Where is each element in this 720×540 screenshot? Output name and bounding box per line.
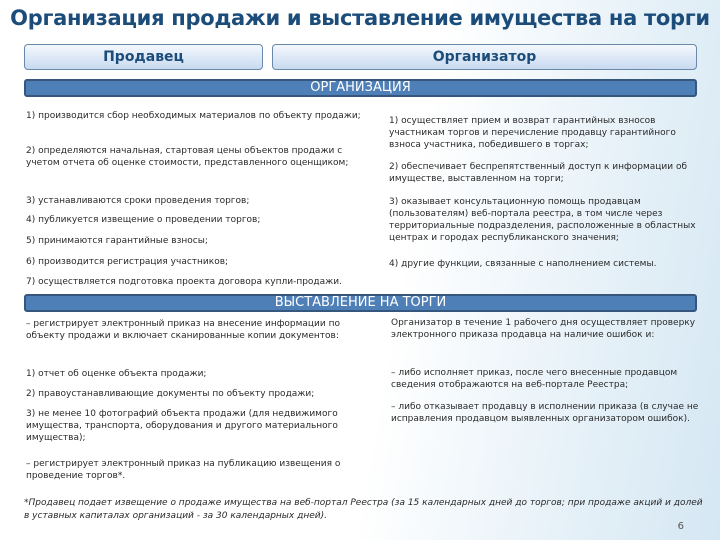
list-seller-item: 3) не менее 10 фотографий объекта продажи (для недвижимого имущества, транспорта, оборудования и другого материального имущества); (26, 409, 338, 443)
organization-band: ОРГАНИЗАЦИЯ (24, 79, 697, 97)
list-seller-item: – регистрирует электронный приказ на внесение информации по объекту продажи и включает сканированные копии документов: (26, 319, 341, 341)
org-organizer-item: 1) осуществляет прием и возврат гарантийных взносов участникам торгов и перечисление продавцу гарантийного взноса участника, победившего в торгах; (389, 116, 676, 150)
list-seller-item: 1) отчет об оценке объекта продажи; (26, 369, 207, 379)
organizer-header: Организатор (272, 44, 697, 70)
org-seller-item: 4) публикуется извещение о проведении торгов; (26, 215, 261, 225)
org-seller-item: 1) производится сбор необходимых материалов по объекту продажи; (26, 111, 361, 121)
footnote: *Продавец подает извещение о продаже имущества на веб-портал Реестра (за 15 календарных дней до торгов; при продаже акций и долей в уставных капиталах организаций - за 30 календарных дней). (24, 498, 703, 521)
list-organizer-item: – либо исполняет приказ, после чего внесенные продавцом сведения отображаются на веб-портале Реестра; (391, 368, 678, 390)
list-organizer-item: – либо отказывает продавцу в исполнении приказа (в случае не исправления продавцом выявленных организатором ошибок). (391, 402, 699, 424)
list-seller-item: 2) правоустанавливающие документы по объекту продажи; (26, 389, 315, 399)
org-seller-item: 5) принимаются гарантийные взносы; (26, 236, 208, 246)
list-seller-item: – регистрирует электронный приказ на публикацию извещения о проведение торгов*. (26, 459, 341, 481)
seller-header: Продавец (24, 44, 263, 70)
page-title: Организация продажи и выставление имущества на торги (10, 6, 710, 30)
listing-band: ВЫСТАВЛЕНИЕ НА ТОРГИ (24, 294, 697, 312)
list-organizer-item: Организатор в течение 1 рабочего дня осуществляет проверку электронного приказа продавца на наличие ошибок и: (391, 318, 696, 340)
org-seller-item: 7) осуществляется подготовка проекта договора купли-продажи. (26, 277, 342, 287)
org-organizer-item: 2) обеспечивает беспрепятственный доступ к информации об имуществе, выставленном на торги; (389, 162, 687, 184)
org-organizer-item: 3) оказывает консультационную помощь продавцам (пользователям) веб-портала реестра, в том числе через территориальные подразделения, расположенные в областных центрах и городах республиканского значения; (389, 197, 696, 243)
org-seller-item: 3) устанавливаются сроки проведения торгов; (26, 196, 250, 206)
org-seller-item: 6) производится регистрация участников; (26, 257, 229, 267)
page-number: 6 (677, 521, 684, 532)
org-seller-item: 2) определяются начальная, стартовая цены объектов продажи с учетом отчета об оценке стоимости, представленного оценщиком; (26, 146, 349, 168)
org-organizer-item: 4) другие функции, связанные с наполнением системы. (389, 259, 657, 269)
